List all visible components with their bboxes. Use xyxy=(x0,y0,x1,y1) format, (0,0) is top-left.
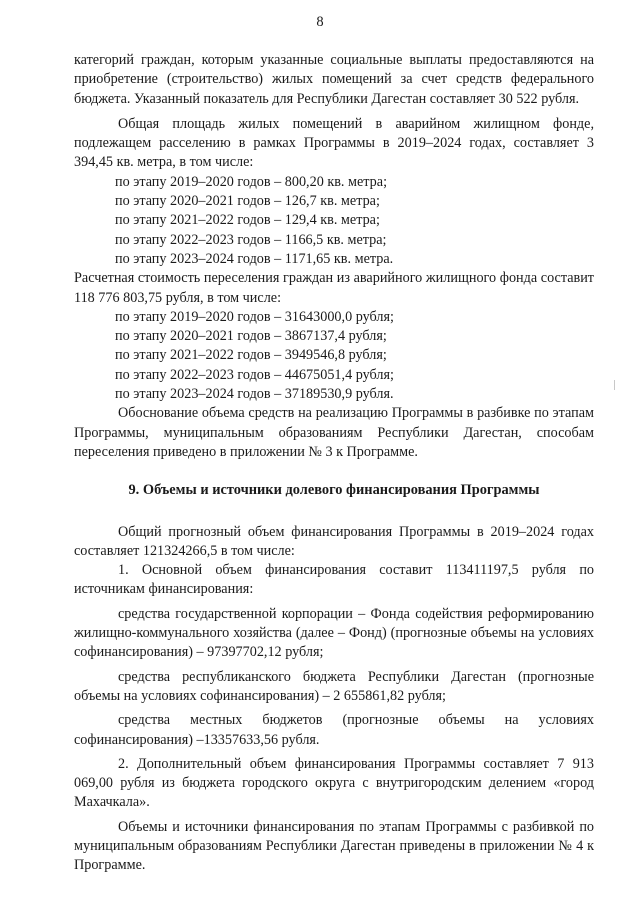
list-item: по этапу 2019–2020 годов – 800,20 кв. метра; xyxy=(115,173,388,190)
section-heading: 9. Объемы и источники долевого финансирования Программы xyxy=(128,482,540,499)
list-item: по этапу 2023–2024 годов – 1171,65 кв. метра. xyxy=(115,250,394,267)
paragraph-local-source: средства местных бюджетов (прогнозные объемы на условиях софинансирования) –13357633,56 рубля. xyxy=(74,712,594,748)
page-number: 8 xyxy=(316,14,324,30)
paragraph-total-financing: Общий прогнозный объем финансирования Программы в 2019–2024 годах составляет 121324266,5 в том числе: xyxy=(74,523,594,559)
area-stage-list xyxy=(74,173,594,269)
list-item: по этапу 2023–2024 годов – 37189530,9 рубля. xyxy=(115,386,394,403)
list-item: по этапу 2019–2020 годов – 31643000,0 рубля; xyxy=(115,308,394,325)
paragraph-republic-source: средства республиканского бюджета Республики Дагестан (прогнозные объемы на условиях софинансирования) – 2 655861,82 рубля; xyxy=(74,668,594,704)
cost-stage-list xyxy=(74,308,594,404)
paragraph-final: Объемы и источники финансирования по этапам Программы с разбивкой по муниципальным образованиям Республики Дагестан приведены в приложении № 4 к Программе. xyxy=(74,818,594,874)
list-item: по этапу 2021–2022 годов – 129,4 кв. метра; xyxy=(115,212,380,229)
list-item: по этапу 2022–2023 годов – 44675051,4 рубля; xyxy=(115,366,394,383)
list-item: по этапу 2020–2021 годов – 3867137,4 рубля; xyxy=(115,328,387,345)
list-item: по этапу 2022–2023 годов – 1166,5 кв. метра; xyxy=(115,231,387,248)
document-body xyxy=(74,51,594,876)
scan-artifact xyxy=(614,380,615,390)
paragraph-fund-source: средства государственной корпорации – Фонда содействия реформированию жилищно-коммунального хозяйства (далее – Фонд) (прогнозные объемы на условиях софинансирования) – 97397702,12 рубля; xyxy=(74,605,594,661)
paragraph-additional-volume: 2. Дополнительный объем финансирования Программы составляет 7 913 069,00 рубля из бюджета городского округа с внутригородским делением «город Махачкала». xyxy=(74,755,594,811)
paragraph-total-area: Общая площадь жилых помещений в аварийном жилищном фонде, подлежащем расселению в рамках Программы в 2019–2024 годах, составляет 3 394,45 кв. метра, в том числе: xyxy=(74,115,594,171)
paragraph-justification: Обоснование объема средств на реализацию Программы в разбивке по этапам Программы, муниципальным образованиям Республики Дагестан, способам переселения приведено в приложении № 3 к Программе. xyxy=(74,405,594,460)
paragraph-main-volume: 1. Основной объем финансирования составит 113411197,5 рубля по источникам финансирования: xyxy=(74,562,594,598)
list-item: по этапу 2020–2021 годов – 126,7 кв. метра; xyxy=(115,193,380,210)
paragraph-social-payments: категорий граждан, которым указанные социальные выплаты предоставляются на приобретение (строительство) жилых помещений за счет средств федерального бюджета. Указанный показатель для Республики Дагестан составляет 30 522 рубля. xyxy=(74,52,594,107)
paragraph-resettlement-cost: Расчетная стоимость переселения граждан из аварийного жилищного фонда составит 118 776 803,75 рубля, в том числе: xyxy=(74,270,594,306)
list-item: по этапу 2021–2022 годов – 3949546,8 рубля; xyxy=(115,347,387,364)
